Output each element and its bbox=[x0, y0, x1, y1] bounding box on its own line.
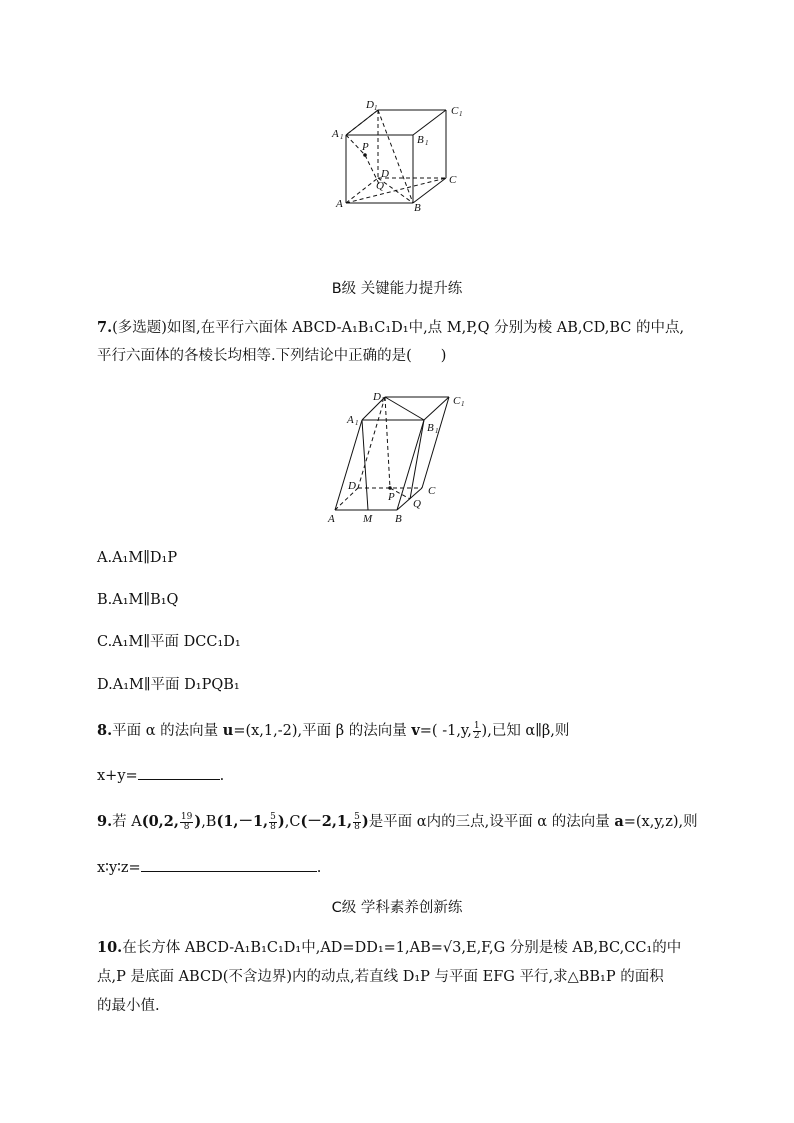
svg-text:1: 1 bbox=[425, 139, 429, 147]
q7-tag: (多选题) bbox=[112, 320, 167, 336]
vector-u: u bbox=[222, 722, 234, 739]
q7-number: 7. bbox=[97, 319, 113, 336]
label-d1: D bbox=[373, 391, 381, 403]
q9-line1: 9.若 A(0,2, $\frac{19}{8}$ ),B(1,－1, $\frac{5}{8}$ ),C(－2,1, $\frac{5}{8}$ )是平面 α内的三点,设平面 α 的法向量 a=(x,y,z),则 bbox=[97, 811, 698, 832]
q9-number: 9. bbox=[97, 813, 113, 830]
svg-text:1: 1 bbox=[374, 104, 378, 112]
q10-line2: 点,P 是底面 ABCD(不含边界)内的动点,若直线 D₁P 与平面 EFG 平行,求△BB₁P 的面积 bbox=[97, 969, 664, 985]
label-q: Q bbox=[376, 180, 384, 192]
q8-number: 8. bbox=[97, 722, 113, 739]
answer-blank[interactable] bbox=[138, 765, 220, 780]
label-p: P bbox=[362, 141, 369, 153]
label-c1: C bbox=[451, 105, 459, 117]
parallelepiped-figure bbox=[325, 385, 475, 527]
section-b-heading: B级 关键能力提升练 bbox=[331, 281, 463, 297]
label-a1: A bbox=[332, 128, 339, 140]
svg-text:1: 1 bbox=[381, 396, 385, 404]
section-c-heading: C级 学科素养创新练 bbox=[331, 900, 463, 916]
label-d: D bbox=[381, 168, 389, 180]
q7-option-a: A.A₁M∥D₁P bbox=[97, 550, 178, 566]
cube-figure bbox=[328, 95, 473, 215]
svg-text:1: 1 bbox=[435, 427, 439, 435]
q7-option-b: B.A₁M∥B₁Q bbox=[97, 592, 179, 608]
q8-line1: 8.平面 α 的法向量 u=(x,1,-2),平面 β 的法向量 v=( -1,y, $\frac{1}{2}$ ),已知 α∥β,则 bbox=[97, 720, 570, 741]
q10-number: 10. bbox=[97, 939, 123, 956]
q8-answer-line: x+y= . bbox=[97, 765, 224, 786]
q7-option-d: D.A₁M∥平面 D₁PQB₁ bbox=[97, 677, 240, 693]
svg-text:1: 1 bbox=[459, 110, 463, 118]
vector-v: v bbox=[411, 722, 420, 739]
label-b1: B bbox=[417, 134, 424, 146]
q9-answer-line: x∶y∶z= . bbox=[97, 857, 321, 878]
svg-text:1: 1 bbox=[340, 133, 344, 141]
label-p: P bbox=[388, 491, 395, 503]
label-b: B bbox=[395, 513, 402, 525]
label-b: B bbox=[414, 202, 421, 214]
label-m: M bbox=[363, 513, 373, 525]
label-a1: A bbox=[347, 414, 354, 426]
svg-text:1: 1 bbox=[355, 419, 359, 427]
label-q: Q bbox=[413, 498, 421, 510]
answer-blank[interactable] bbox=[141, 857, 317, 872]
q10-line3: 的最小值. bbox=[97, 998, 160, 1014]
label-b1: B bbox=[427, 422, 434, 434]
q7-line1 bbox=[97, 318, 684, 338]
q7-option-c: C.A₁M∥平面 DCC₁D₁ bbox=[97, 634, 241, 650]
q7-text-1: 如图,在平行六面体 ABCD-A₁B₁C₁D₁中,点 M,P,Q 分别为棱 AB,CD,BC 的中点, bbox=[166, 320, 685, 336]
vector-a: a bbox=[614, 813, 624, 830]
label-c: C bbox=[449, 174, 457, 186]
q7-line2: 平行六面体的各棱长均相等.下列结论中正确的是( ) bbox=[97, 348, 447, 364]
fraction: $\frac{1}{2}$ bbox=[473, 720, 480, 741]
label-c: C bbox=[428, 485, 436, 497]
label-c1: C bbox=[453, 395, 461, 407]
label-d: D bbox=[348, 480, 356, 492]
label-a: A bbox=[328, 513, 335, 525]
q10-line1: 10.在长方体 ABCD-A₁B₁C₁D₁中,AD=DD₁=1,AB=√3,E,F,G 分别是棱 AB,BC,CC₁的中 bbox=[97, 939, 682, 956]
svg-text:1: 1 bbox=[461, 400, 465, 408]
label-a: A bbox=[336, 198, 343, 210]
label-d1: D bbox=[366, 99, 374, 111]
